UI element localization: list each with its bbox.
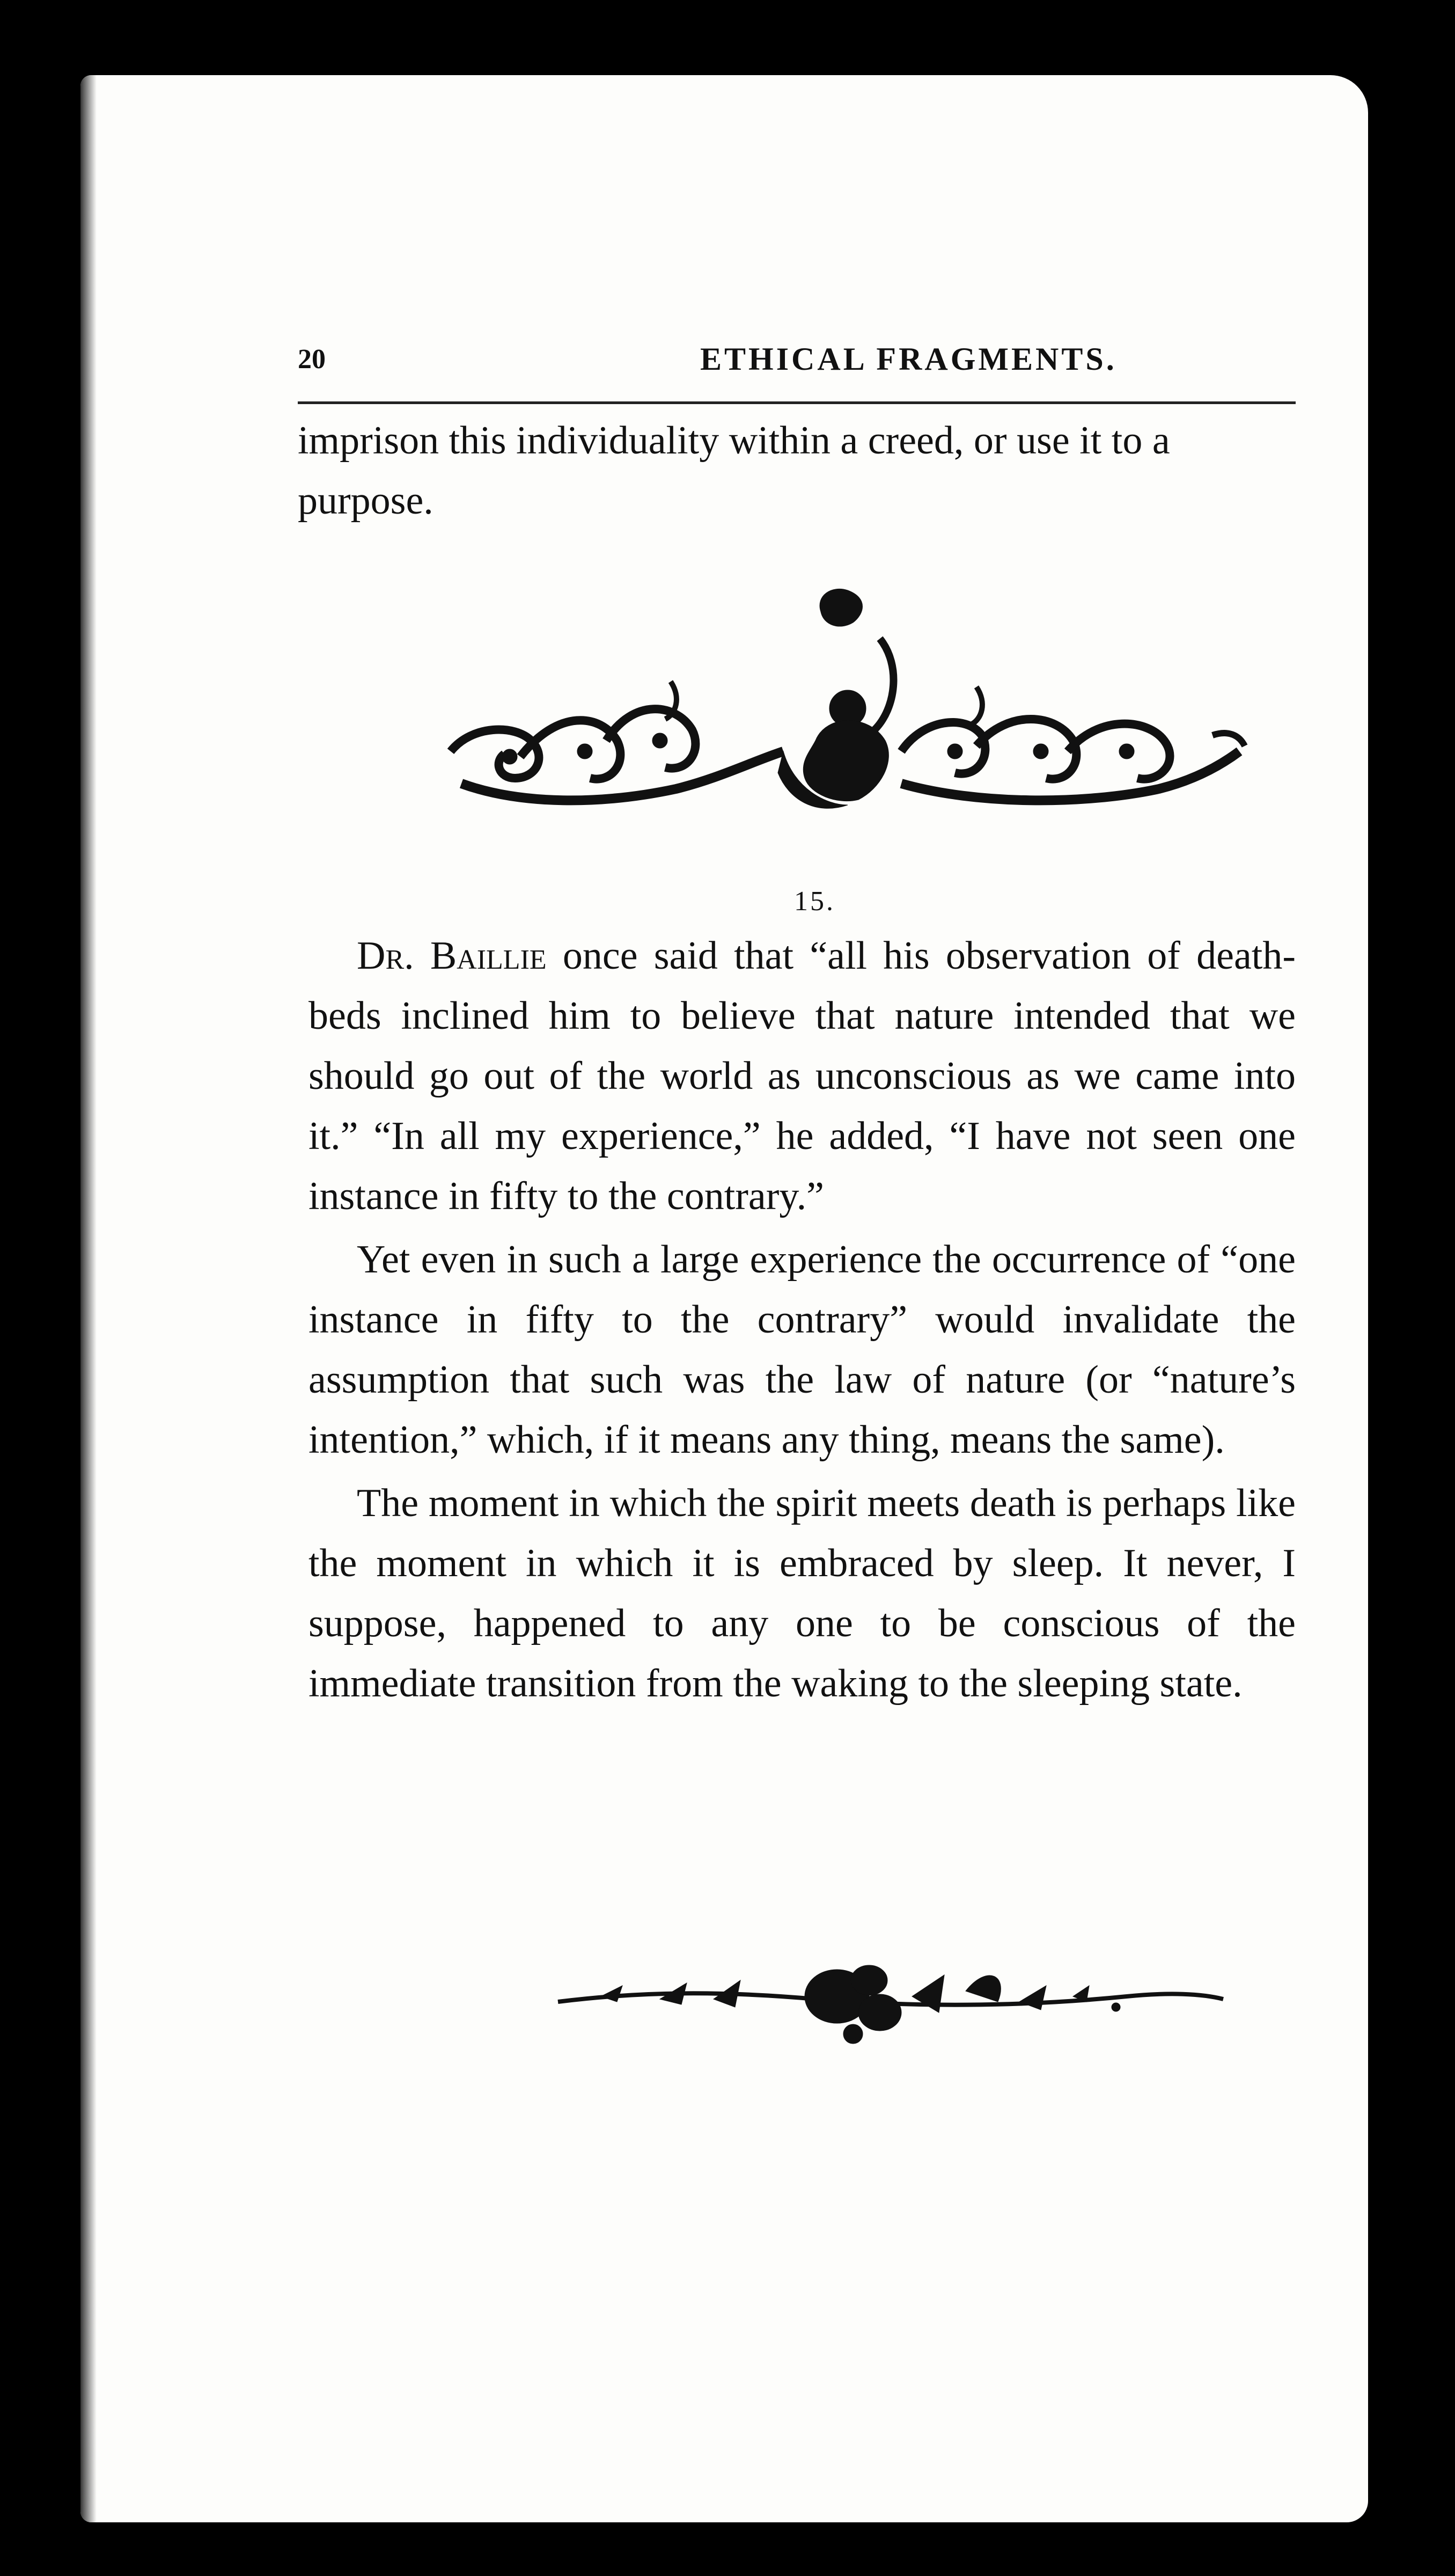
paragraph-2: Yet even in such a large experience the occurrence of “one instance in fifty to the contrary” would invalidate the assumption that such was the law of nature (or “nature’s intention,” which, if it means any thing, means the same). [308, 1238, 1296, 1462]
carryover-paragraph [298, 411, 1296, 531]
page-number: 20 [298, 344, 326, 375]
bottom-ornament [537, 1932, 1234, 2072]
body-text [308, 926, 1296, 1717]
running-head: ETHICAL FRAGMENTS. [700, 341, 1117, 377]
top-ornament [440, 580, 1255, 837]
header-rule [298, 401, 1296, 404]
paragraph-1-lead: Dr. Baillie [357, 934, 547, 978]
paragraph-3: The moment in which the spirit meets death is perhaps like the moment in which it is embraced by sleep. It never, I suppose, happened to any one to be conscious of the immediate transition from the waking to the sleeping state. [308, 1481, 1296, 1706]
paragraph-1 [308, 926, 1296, 1226]
section-number: 15. [794, 886, 835, 917]
paragraph-1-text: once said that “all his observation of death-beds inclined him to believe that nature intended that we should go out of the world as unconscious as we came into it.” “In all my experience,” he added, “I have not seen one instance in fifty to the contrary.” [308, 934, 1296, 1218]
page-gutter-shadow [80, 75, 102, 2522]
page-header [298, 268, 1317, 377]
carryover-text: imprison this individuality within a creed, or use it to a purpose. [298, 419, 1170, 523]
